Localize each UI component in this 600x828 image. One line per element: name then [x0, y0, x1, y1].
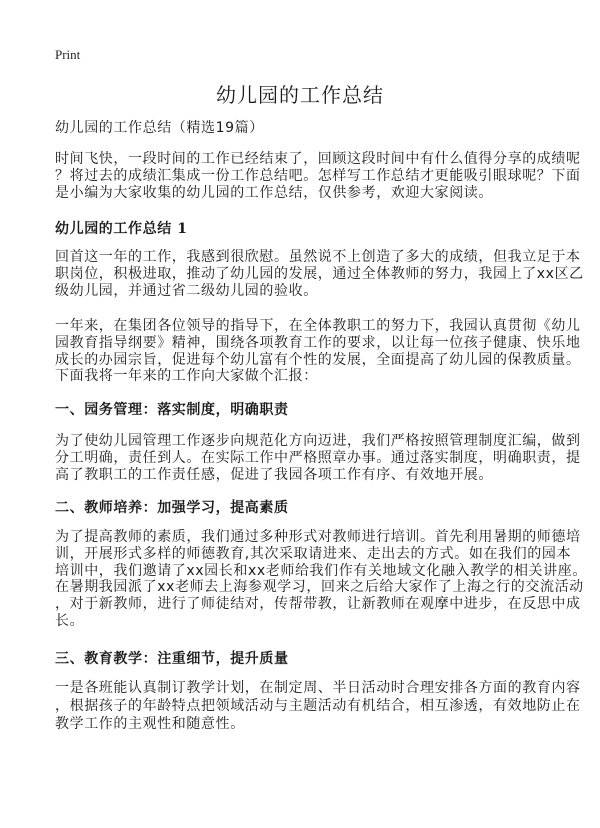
paragraph-1 [55, 249, 584, 299]
line: 是小编为大家收集的幼儿园的工作总结，仅供参考，欢迎大家阅读。 [55, 184, 493, 201]
paragraph-3 [55, 433, 581, 483]
heading-3: 三、教育教学：注重细节，提升质量 [55, 651, 289, 667]
line: 高了教职工的工作责任感，促进了我园各项工作有序、有效地开展。 [55, 466, 493, 483]
line: 职岗位，积极进取，推动了幼儿园的发展，通过全体教师的努力，我园上了xx区乙 [55, 265, 584, 282]
line: 培训中，我们邀请了xx园长和xx老师给我们作有关地域文化融入教学的相关讲座。 [55, 562, 587, 579]
print-link[interactable]: Print [55, 47, 81, 62]
heading-1: 一、园务管理：落实制度，明确职责 [55, 402, 289, 418]
page-title: 幼儿园的工作总结 [216, 83, 384, 107]
line: 分工明确，责任到人。在实际工作中严格照章办事。通过落实制度，明确职责，提 [55, 449, 581, 466]
section-title: 幼儿园的工作总结 1 [55, 221, 188, 237]
intro-paragraph [55, 151, 581, 201]
line: 一是各班能认真制订教学计划，在制定周、半日活动时合理安排各方面的教育内容 [55, 680, 581, 696]
line: 一年来，在集团各位领导的指导下，在全体教职工的努力下，我园认真贯彻《幼儿 [55, 318, 581, 334]
line: 教学工作的主观性和随意性。 [55, 716, 245, 732]
line: 回首这一年的工作，我感到很欣慰。虽然说不上创造了多大的成绩，但我立足于本 [55, 249, 581, 265]
line: 在暑期我园派了xx老师去上海参观学习，回来之后给大家作了上海之行的交流活动 [55, 579, 584, 596]
subtitle [55, 120, 555, 137]
line: 训，开展形式多样的师德教育,其次采取请进来、走出去的方式。如在我们的园本 [55, 545, 572, 562]
line: ，对于新教师，进行了师徒结对，传帮带教，让新教师在观摩中进步，在反思中成 [55, 596, 581, 613]
paragraph-2 [55, 318, 581, 385]
line: 长。 [55, 612, 85, 629]
line: 为了提高教师的素质，我们通过多种形式对教师进行培训。首先利用暑期的师德培 [55, 529, 581, 545]
line: 时间飞快，一段时间的工作已经结束了，回顾这段时间中有什么值得分享的成绩呢 [55, 151, 581, 167]
line: ？将过去的成绩汇集成一份工作总结吧。怎样写工作总结才更能吸引眼球呢？下面 [55, 167, 581, 184]
heading-2: 二、教师培养：加强学习，提高素质 [55, 500, 289, 516]
subtitle-text: 幼儿园的工作总结（精选19篇） [55, 120, 264, 136]
paragraph-5 [55, 679, 581, 733]
line: 园教育指导纲要》精神，围绕各项教育工作的要求，以让每一位孩子健康、快乐地 [55, 334, 581, 351]
line: ，根据孩子的年龄特点把领域活动与主题活动有机结合，相互渗透，有效地防止在 [55, 698, 581, 714]
line: 成长的办园宗旨，促进每个幼儿富有个性的发展，全面提高了幼儿园的保教质量。 [55, 351, 581, 368]
line: 级幼儿园，并通过省二级幼儿园的验收。 [55, 282, 318, 299]
line: 下面我将一年来的工作向大家做个汇报： [55, 368, 318, 385]
line: 为了使幼儿园管理工作逐步向规范化方向迈进，我们严格按照管理制度汇编，做到 [55, 433, 581, 449]
paragraph-4 [55, 529, 587, 630]
